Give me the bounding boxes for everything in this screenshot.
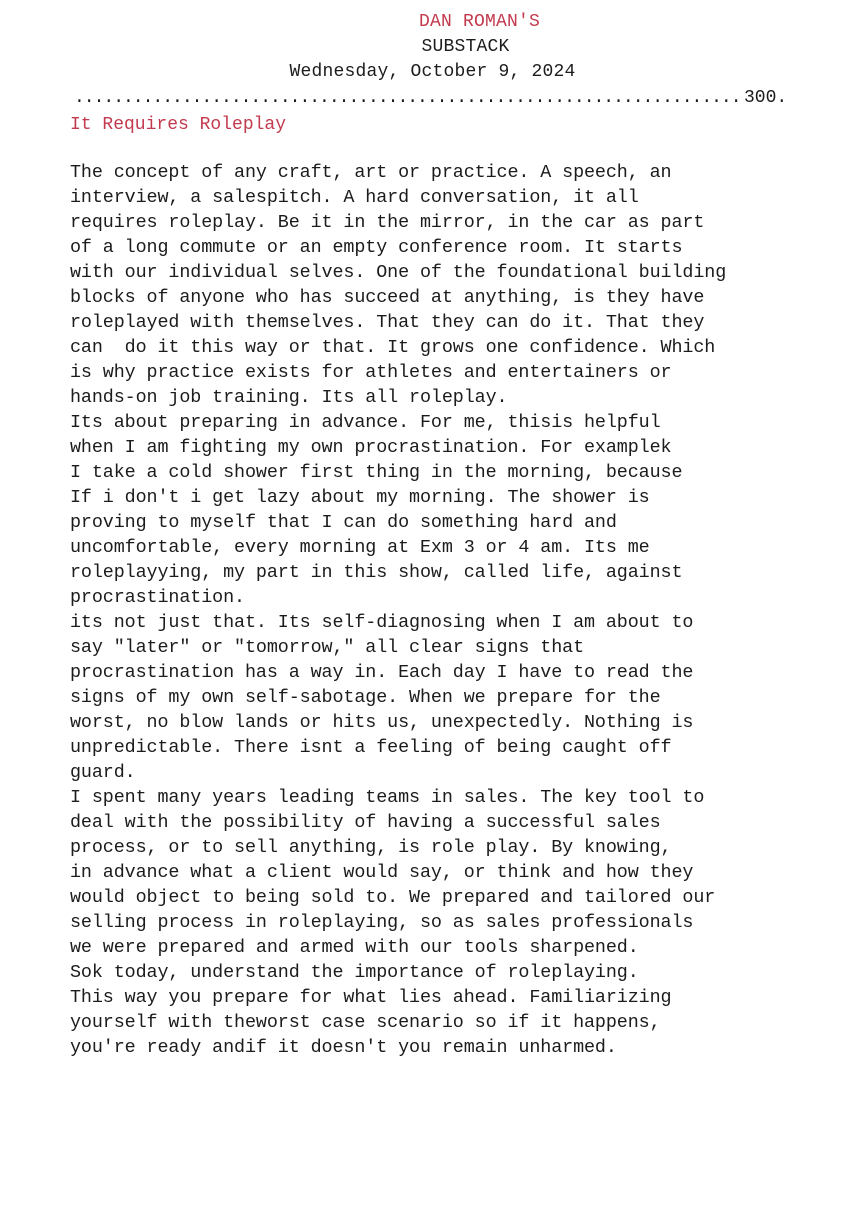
body-line: Sok today, understand the importance of roleplaying. [70,962,639,983]
body-line: roleplayed with themselves. That they can do it. That they [70,312,705,333]
body-line: in advance what a client would say, or think and how they [70,862,694,883]
dotted-separator [74,86,804,110]
body-line: say "later" or "tomorrow," all clear signs that [70,637,585,658]
body-line: signs of my own self-sabotage. When we prepare for the [70,687,661,708]
body-line: yourself with theworst case scenario so if it happens, [70,1012,661,1033]
article-body [70,160,840,1060]
body-line: procrastination. [70,587,245,608]
body-line: requires roleplay. Be it in the mirror, in the car as part [70,212,705,233]
body-line: guard. [70,762,136,783]
body-line: uncomfortable, every morning at Exm 3 or 4 am. Its me [70,537,650,558]
body-line: worst, no blow lands or hits us, unexpectedly. Nothing is [70,712,694,733]
body-line: is why practice exists for athletes and entertainers or [70,362,672,383]
body-line: interview, a salespitch. A hard conversation, it all [70,187,639,208]
author-heading: DAN ROMAN'S [418,12,541,32]
publication-heading: SUBSTACK [421,37,510,57]
body-line: proving to myself that I can do something hard and [70,512,617,533]
body-line: If i don't i get lazy about my morning. The shower is [70,487,650,508]
word-count: 300. [744,88,788,108]
body-line: selling process in roleplaying, so as sales professionals [70,912,694,933]
body-line: roleplayying, my part in this show, called life, against [70,562,683,583]
body-line: you're ready andif it doesn't you remain unharmed. [70,1037,617,1058]
date-heading: Wednesday, October 9, 2024 [289,62,576,82]
body-line: hands-on job training. Its all roleplay. [70,387,508,408]
body-line: blocks of anyone who has succeed at anything, is they have [70,287,705,308]
body-line: of a long commute or an empty conference room. It starts [70,237,683,258]
body-line: can do it this way or that. It grows one confidence. Which [70,337,716,358]
body-line: Its about preparing in advance. For me, thisis helpful [70,412,661,433]
body-line: The concept of any craft, art or practice. A speech, an [70,162,672,183]
body-line: procrastination has a way in. Each day I have to read the [70,662,694,683]
article-title: It Requires Roleplay [70,115,287,135]
body-line: This way you prepare for what lies ahead. Familiarizing [70,987,672,1008]
body-line: we were prepared and armed with our tools sharpened. [70,937,639,958]
body-line: process, or to sell anything, is role play. By knowing, [70,837,672,858]
body-line: would object to being sold to. We prepared and tailored our [70,887,716,908]
body-line: I spent many years leading teams in sales. The key tool to [70,787,705,808]
body-line: unpredictable. There isnt a feeling of being caught off [70,737,672,758]
dot-leader [74,86,744,110]
body-line: with our individual selves. One of the foundational building [70,262,727,283]
body-line: its not just that. Its self-diagnosing when I am about to [70,612,694,633]
body-line: when I am fighting my own procrastination. For examplek [70,437,672,458]
body-line: deal with the possibility of having a successful sales [70,812,661,833]
body-line: I take a cold shower first thing in the morning, because [70,462,683,483]
